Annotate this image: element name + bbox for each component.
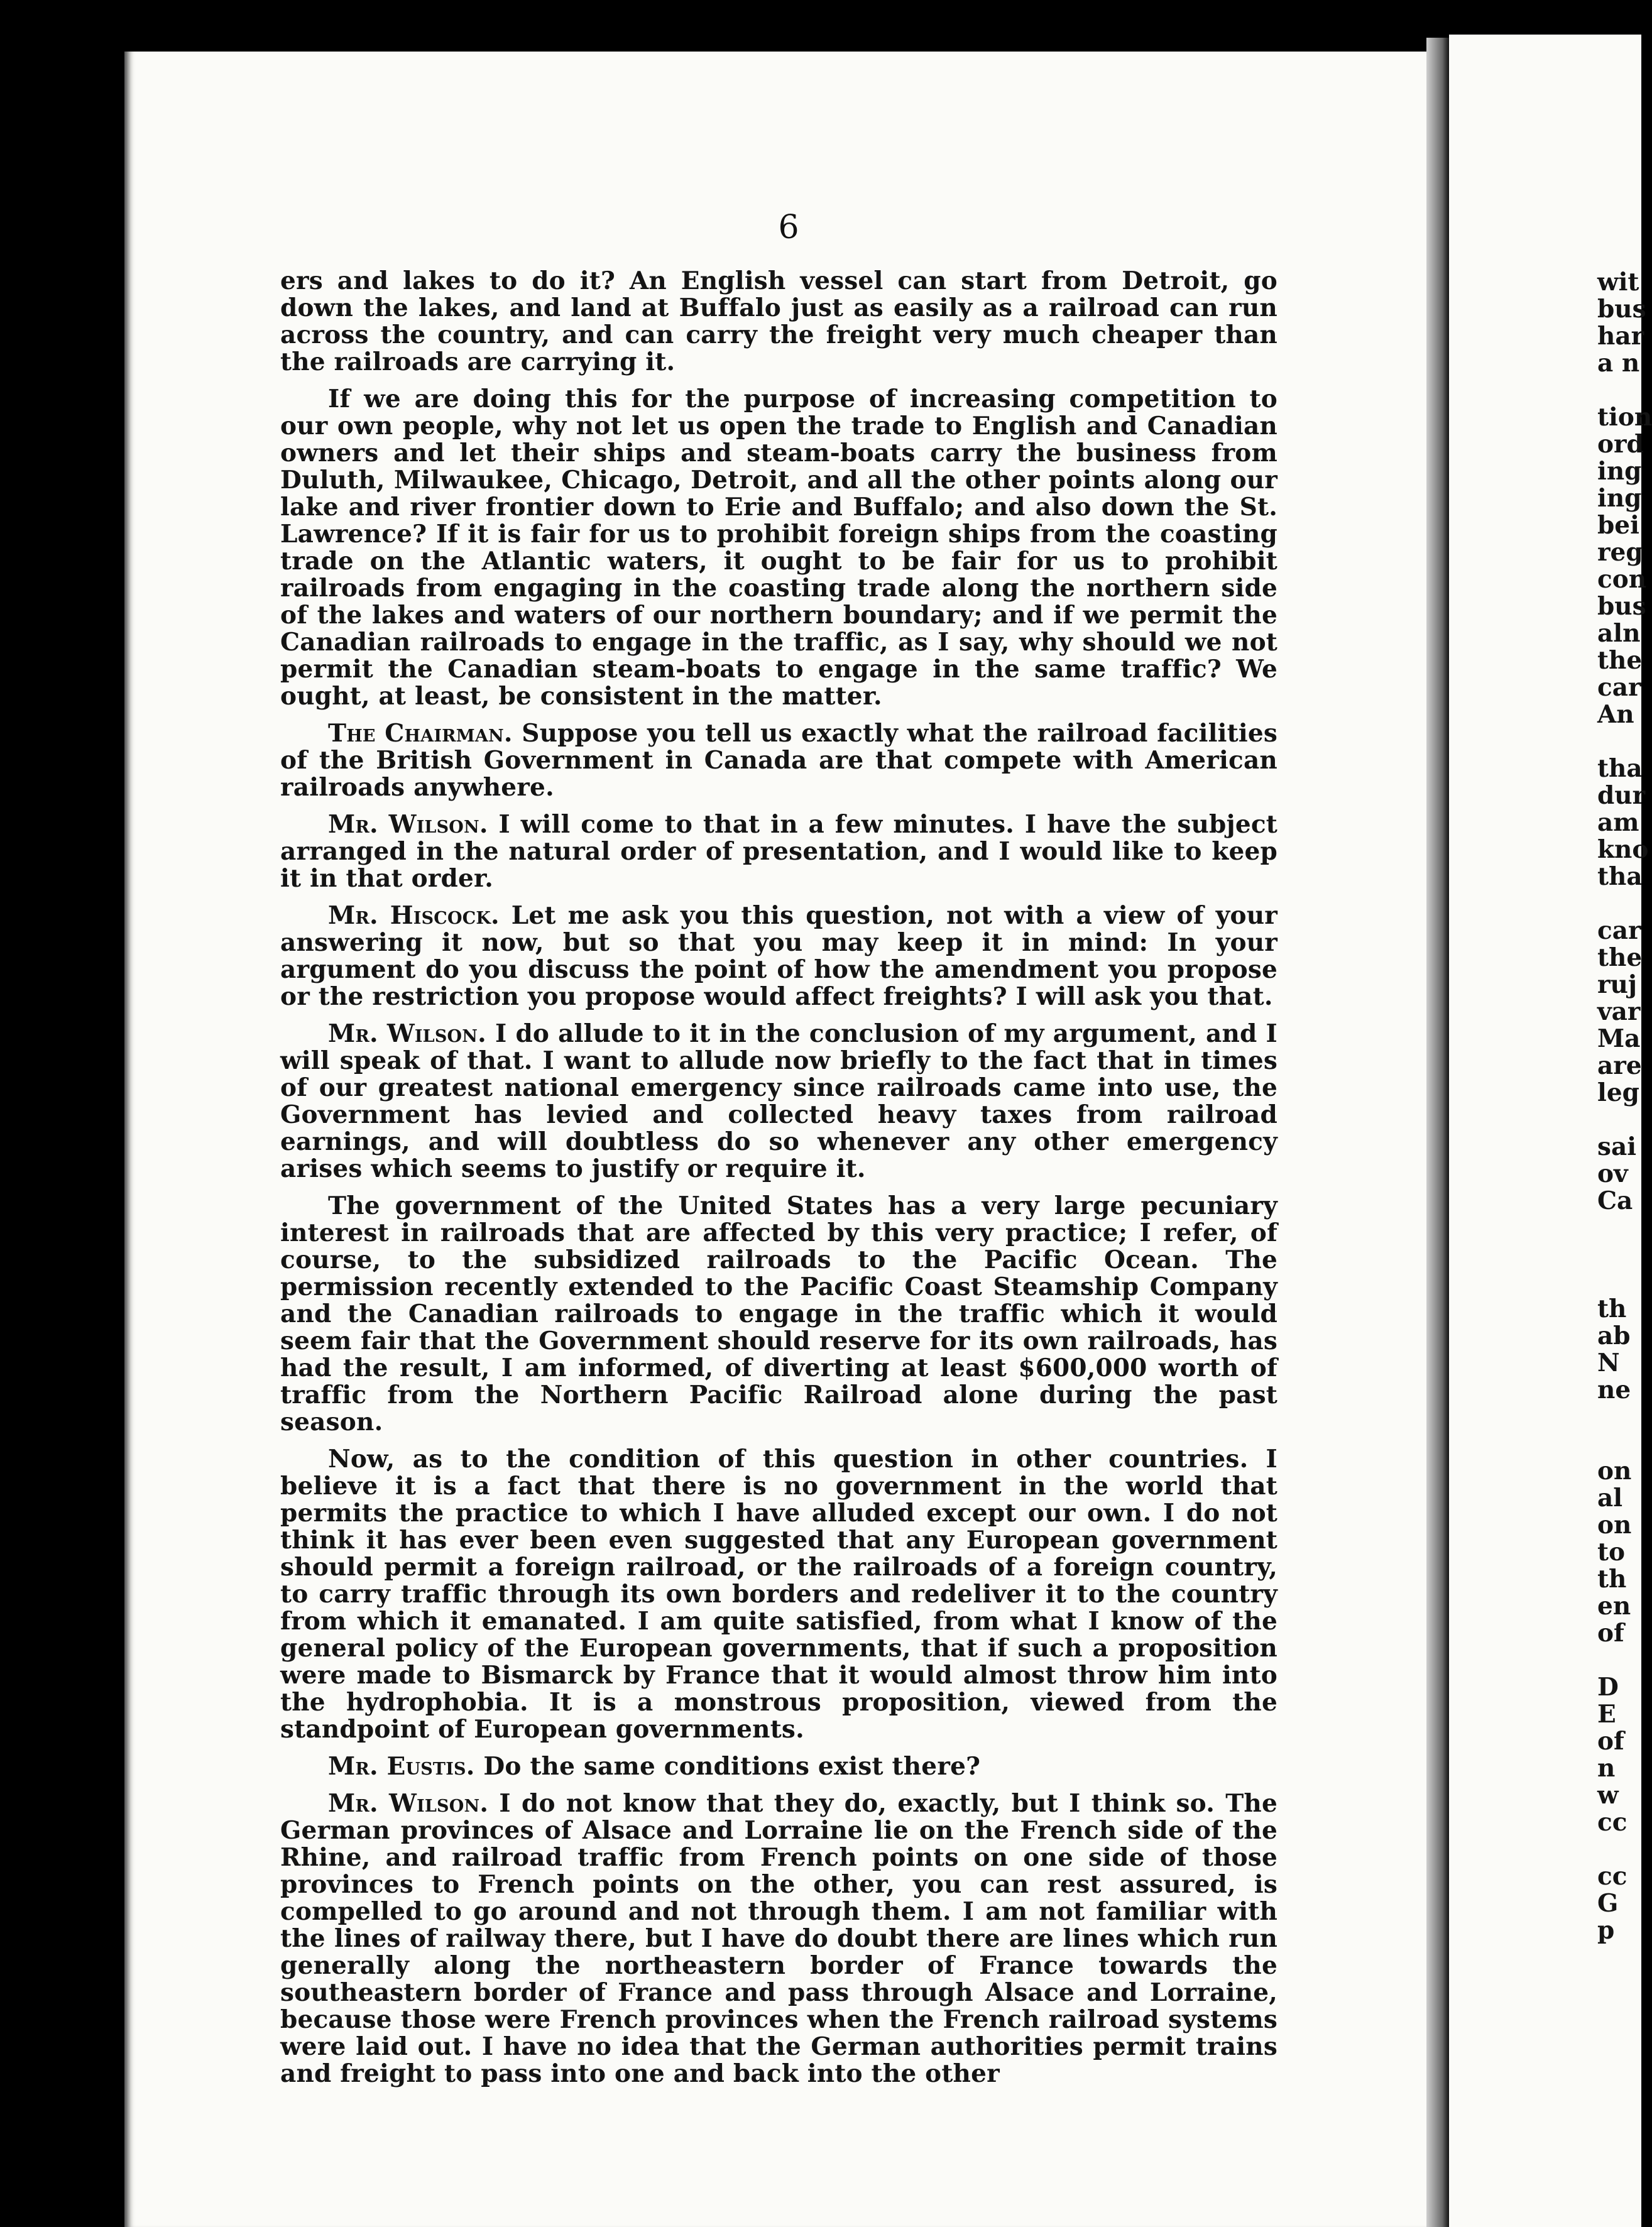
facing-page-fragment: of (1597, 1619, 1624, 1648)
paragraph: Mr. Wilson. I do allude to it in the conclusion of my argument, and I will speak of that. I want to allude now briefly to the fact that in times of our greatest national emergency since railroads came into use, the Government has levied and collected heavy taxes from railroad earnings, and will doubtless do so whenever any other emergency arises which seems to justify or require it. (280, 1019, 1278, 1183)
facing-page-fragment (1597, 1404, 1641, 1431)
facing-page-fragment: har (1597, 322, 1644, 351)
facing-page-fragment: on (1597, 1457, 1632, 1486)
facing-page-fragment: cc (1597, 1862, 1627, 1891)
facing-page-fragment: ing (1597, 457, 1642, 486)
speaker-name: Mr. Hiscock. (328, 901, 500, 930)
facing-page-fragment (1597, 1836, 1641, 1863)
facing-page-fragment: tha (1597, 754, 1643, 783)
facing-page-fragment: ab (1597, 1321, 1631, 1350)
paragraph: Mr. Eustis. Do the same conditions exist there? (328, 1752, 981, 1781)
paragraph: Mr. Wilson. I will come to that in a few minutes. I have the subject arranged in the natural order of presentation, and I would like to keep it in that order. (280, 810, 1278, 893)
facing-page-fragment (1597, 377, 1641, 404)
facing-page-fragment: sai (1597, 1132, 1637, 1161)
facing-page-fragment: G (1597, 1889, 1619, 1918)
speaker-name: Mr. Wilson. (328, 810, 488, 839)
facing-page-fragment: bus (1597, 592, 1646, 621)
facing-page-fragment (1597, 1215, 1641, 1242)
facing-page-fragment: Ca (1597, 1186, 1633, 1215)
facing-page-fragment: cc (1597, 1808, 1627, 1837)
facing-page-fragment: ord (1597, 430, 1644, 459)
facing-page-fragment: w (1597, 1781, 1619, 1810)
facing-page-fragment: to (1597, 1538, 1626, 1567)
facing-page-fragment: the (1597, 646, 1643, 675)
facing-page-fragment: of (1597, 1727, 1624, 1756)
facing-page-fragment: are (1597, 1051, 1642, 1080)
speaker-name: Mr. Wilson. (328, 1019, 486, 1048)
facing-page-fragment: th (1597, 1565, 1627, 1594)
facing-page-fragment (1597, 1107, 1641, 1134)
book-gutter (1426, 38, 1449, 2227)
facing-page-fragment: car (1597, 673, 1641, 702)
facing-page-fragment: am (1597, 808, 1639, 837)
paragraph: If we are doing this for the purpose of increasing competition to our own people, why not let us open the trade to English and Canadian owners and let their ships and steam-boats carry the business from Duluth, Milwaukee, Chicago, Detroit, and all the other points along our lake and river frontier down to Erie and Buffalo; and also down the St. Lawrence? If it is fair for us to prohibit foreign ships from the coasting trade on the Atlantic waters, it ought to be fair for us to prohibit railroads from engaging in the coasting trade along the northern side of the lakes and waters of our northern boundary; and if we permit the Canadian railroads to engage in the traffic, as I say, why should we not permit the Canadian steam-boats to engage in the same traffic? We ought, at least, be consistent in the matter. (280, 385, 1277, 711)
facing-page-fragment: a n (1597, 349, 1640, 378)
facing-page-fragment (1597, 890, 1641, 917)
facing-page-text-fragments (1597, 268, 1652, 1945)
facing-page-fragment: al (1597, 1484, 1623, 1513)
facing-page-fragment: th (1597, 1294, 1627, 1323)
facing-page-fragment: ruj (1597, 970, 1638, 999)
paragraph: The Chairman. Suppose you tell us exactly what the railroad facilities of the British Government in Canada are that compete with American railroads anywhere. (280, 719, 1277, 802)
facing-page-fragment: on (1597, 1511, 1632, 1540)
page-number: 6 (778, 209, 799, 246)
page-body-text (280, 268, 1277, 2098)
facing-page-fragment: tion (1597, 403, 1652, 432)
facing-page-fragment: con (1597, 565, 1647, 594)
facing-page-fragment: Ma (1597, 1024, 1641, 1053)
facing-page-fragment: E (1597, 1700, 1616, 1729)
paragraph: Mr. Wilson. I do not know that they do, exactly, but I think so. The German provinces of Alsace and Lorraine lie on the French side of the Rhine, and railroad traffic from French points on one side of those provinces to French points on the other, you can rest assured, is compelled to go around and not through them. I am not familiar with the lines of railway there, but I have do doubt there are lines which run generally along the northeastern border of France towards the southeastern border of France and pass through Alsace and Lorraine, because those were French provinces when the French railroad systems were laid out. I have no idea that the German authorities permit trains and freight to pass into one and back into the other (280, 1789, 1277, 2088)
facing-page-fragment: dur (1597, 781, 1646, 810)
speaker-name: Mr. Wilson. (328, 1789, 489, 1818)
facing-page-fragment: the (1597, 943, 1643, 972)
facing-page-fragment (1597, 1431, 1641, 1458)
facing-page-fragment: ov (1597, 1159, 1628, 1188)
facing-page-fragment: D (1597, 1673, 1619, 1702)
facing-page-fragment: bus (1597, 295, 1646, 324)
facing-page-fragment: var (1597, 997, 1641, 1026)
facing-page-fragment: reg (1597, 538, 1643, 567)
facing-page-fragment: bei (1597, 511, 1639, 540)
facing-page-fragment (1597, 728, 1641, 755)
facing-page-fragment: N (1597, 1349, 1620, 1377)
speaker-name: Mr. Eustis. (328, 1752, 475, 1781)
facing-page-fragment: car (1597, 916, 1641, 945)
facing-page-fragment: tha (1597, 862, 1643, 891)
facing-page-fragment: wit (1597, 268, 1639, 297)
facing-page-fragment (1597, 1269, 1641, 1296)
facing-page-fragment: ing (1597, 484, 1642, 513)
facing-page-fragment: kno (1597, 835, 1649, 864)
facing-page-fragment: aln (1597, 619, 1641, 648)
paragraph: Mr. Hiscock. Let me ask you this question, not with a view of your answering it now, but so that you may keep it in mind: In your argument do you discuss the point of how the amendment you propose or the restriction you propose would affect freights? I will ask you that. (280, 901, 1277, 1011)
facing-page-fragment: n (1597, 1754, 1616, 1783)
speaker-name: The Chairman. (328, 719, 513, 748)
facing-page-fragment (1597, 1242, 1641, 1269)
facing-page-fragment: leg (1597, 1078, 1639, 1107)
facing-page-fragment: ne (1597, 1376, 1631, 1404)
facing-page-fragment (1597, 1647, 1641, 1674)
paragraph: ers and lakes to do it? An English vessel can start from Detroit, go down the lakes, and land at Buffalo just as easily as a railroad can run across the country, and can carry the freight very much cheaper than the railroads are carrying it. (280, 266, 1277, 376)
paragraph: Now, as to the condition of this question in other countries. I believe it is a fact that there is no government in the world that permits the practice to which I have alluded except our own. I do not think it has ever been even suggested that any European government should permit a foreign railroad, or the railroads of a foreign country, to carry traffic through its own borders and redeliver it to the country from which it emanated. I am quite satisfied, from what I know of the general policy of the European governments, that if such a proposition were made to Bismarck by France that it would almost throw him into the hydrophobia. It is a monstrous proposition, viewed from the standpoint of European governments. (280, 1445, 1277, 1744)
facing-page-fragment: An (1597, 700, 1634, 729)
facing-page-fragment: p (1597, 1916, 1615, 1945)
facing-page-fragment: en (1597, 1592, 1631, 1621)
paragraph: The government of the United States has a very large pecuniary interest in railroads that are affected by this very practice; I refer, of course, to the subsidized railroads to the Pacific Ocean. The permission recently extended to the Pacific Coast Steamship Company and the Canadian railroads to engage in the traffic which it would seem fair that the Government should reserve for its own railroads, has had the result, I am informed, of diverting at least $600,000 worth of traffic from the Northern Pacific Railroad alone during the past season. (280, 1191, 1277, 1436)
